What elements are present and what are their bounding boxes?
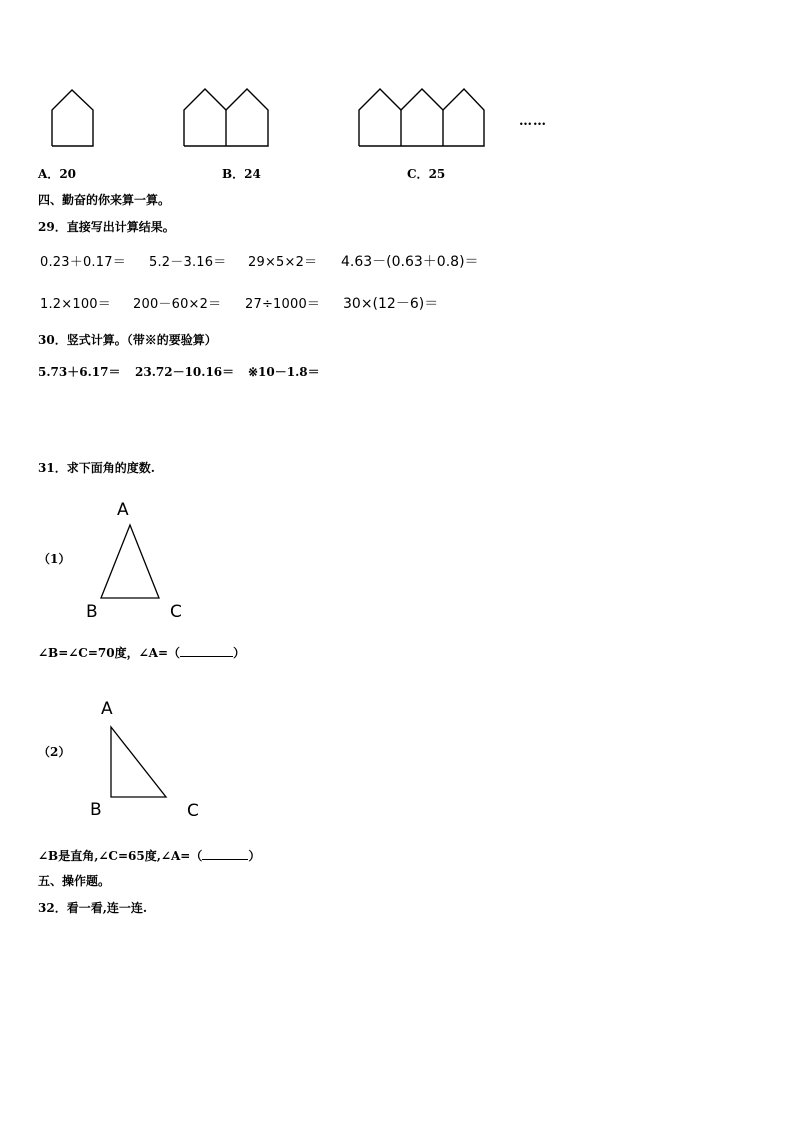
- q29-r2-c1: 1.2×100＝: [40, 297, 111, 312]
- q30-item-2: 23.72－10.16＝: [135, 365, 235, 379]
- q29-r2-c2: 200－60×2＝: [133, 297, 222, 312]
- section5-title: 五、操作题。: [38, 874, 111, 888]
- option-c-value: 25: [428, 167, 446, 181]
- section4-title: 四、勤奋的你来算一算。: [38, 193, 171, 207]
- option-a-letter: A．: [38, 167, 60, 181]
- triangle1-vertex-a: A: [117, 500, 129, 520]
- option-c-letter: C．: [407, 167, 429, 181]
- q30-item-1: 5.73＋6.17＝: [38, 365, 121, 379]
- q31-part2-question-close: ）: [248, 849, 261, 863]
- q29-r2-c3: 27÷1000＝: [245, 297, 321, 312]
- triangle2-vertex-a: A: [101, 699, 113, 719]
- q31-part2-answer-blank[interactable]: [202, 847, 248, 860]
- triangle1-vertex-b: B: [86, 602, 98, 622]
- q29-title: 29．直接写出计算结果。: [38, 220, 175, 234]
- q31-title: 31．求下面角的度数.: [38, 461, 155, 475]
- q32-title: 32．看一看,连一连.: [38, 901, 148, 915]
- q31-part2-question-text: ∠B是直角,∠C=65度,∠A=（: [38, 849, 203, 863]
- q31-part2-tag: （2）: [38, 745, 71, 759]
- option-b-letter: B．: [222, 167, 245, 181]
- q29-r1-c3: 29×5×2＝: [248, 255, 318, 270]
- triangle2-vertex-b: B: [90, 800, 102, 820]
- q29-r2-c4: 30×(12－6)＝: [343, 296, 439, 312]
- q31-part1-question-text: ∠B=∠C=70度，∠A=（: [38, 646, 181, 660]
- q29-r1-c2: 5.2－3.16＝: [149, 255, 227, 270]
- triangle1-vertex-c: C: [170, 602, 182, 622]
- option-a-value: 20: [59, 167, 77, 181]
- q30-item-3: ※10－1.8＝: [248, 365, 320, 379]
- q30-title: 30．竖式计算。（带※的要验算）: [38, 333, 217, 347]
- triangle2-vertex-c: C: [187, 801, 199, 821]
- q29-r1-c1: 0.23＋0.17＝: [40, 255, 126, 270]
- option-b-value: 24: [244, 167, 261, 181]
- house-ellipsis: ……: [519, 114, 547, 129]
- q31-part1-question-close: ）: [233, 646, 246, 660]
- q31-part1-tag: （1）: [38, 552, 71, 566]
- triangle-2-outline: [111, 727, 166, 797]
- q31-part2-question: [38, 847, 260, 864]
- q29-r1-c4: 4.63－(0.63＋0.8)＝: [341, 254, 479, 270]
